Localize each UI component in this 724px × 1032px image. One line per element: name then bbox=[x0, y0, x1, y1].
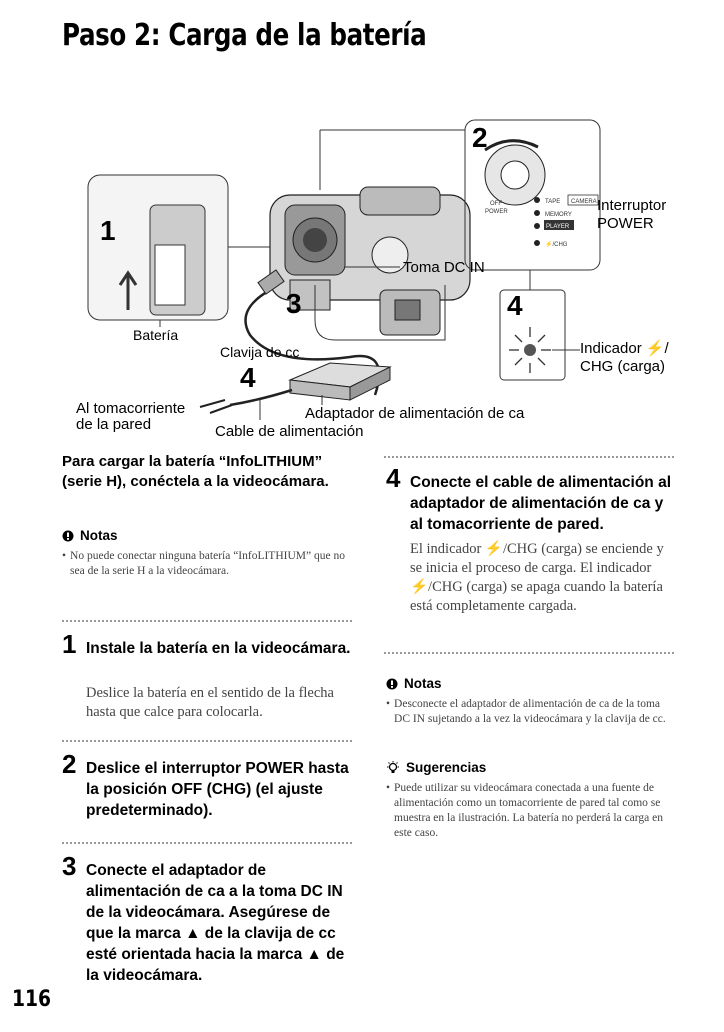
page-title: Paso 2: Carga de la batería bbox=[62, 18, 427, 53]
label-interruptor-line2: POWER bbox=[597, 215, 654, 232]
callout-2: 2 bbox=[472, 122, 488, 153]
notes-heading bbox=[62, 528, 352, 543]
left-notes bbox=[62, 528, 352, 579]
wall-plug-icon bbox=[200, 400, 232, 413]
notes-title: Notas bbox=[404, 676, 442, 691]
note-item: • Desconecte el adaptador de alimentación de ca de la toma DC IN sujetando a la vez la videocámara y la clavija de cc. bbox=[386, 697, 671, 727]
note-icon bbox=[62, 530, 74, 542]
right-notes bbox=[386, 676, 671, 727]
notes-title: Notas bbox=[80, 528, 118, 543]
step-4-number: 4 bbox=[386, 463, 401, 493]
switch-off-label: OFF bbox=[490, 201, 502, 207]
label-tomacorriente-line2: de la pared bbox=[76, 416, 152, 433]
tip-text: Puede utilizar su videocámara conectada a una fuente de alimentación como un tomacorriente de pared tal como se muestra en la ilustración. La batería no perderá la carga en este caso. bbox=[394, 782, 663, 839]
charging-illustration bbox=[60, 95, 670, 460]
switch-tape-label: TAPE bbox=[545, 199, 561, 205]
label-clavija-cc: Clavija de cc bbox=[220, 344, 300, 360]
step-3 bbox=[62, 851, 352, 986]
step-1-number: 1 bbox=[62, 629, 77, 659]
switch-chg-label: ⚡/CHG bbox=[545, 242, 568, 248]
note-text: Desconecte el adaptador de alimentación de ca de la toma DC IN sujetando a la vez la videocámara y la clavija de cc. bbox=[394, 698, 666, 725]
lightbulb-icon bbox=[386, 761, 400, 775]
step-4-title: Conecte el cable de alimentación al adaptador de alimentación de ca y al tomacorriente de pared. bbox=[410, 474, 672, 533]
step-2-title: Deslice el interruptor POWER hasta la posición OFF (CHG) (el ajuste predeterminado). bbox=[86, 760, 349, 819]
divider bbox=[62, 740, 352, 742]
tips-title: Sugerencias bbox=[406, 760, 487, 775]
label-tomacorriente-line1: Al tomacorriente bbox=[76, 400, 186, 417]
label-adaptador: Adaptador de alimentación de ca bbox=[305, 405, 525, 422]
divider bbox=[384, 652, 674, 654]
intro-heading: Para cargar la batería “InfoLITHIUM” (serie H), conéctela a la videocámara. bbox=[62, 453, 329, 490]
switch-power-label: POWER bbox=[485, 209, 508, 215]
switch-camera-label: CAMERA bbox=[571, 199, 597, 205]
step-4-body: El indicador ⚡/CHG (carga) se enciende y se inicia el proceso de carga. El indicador ⚡/CHG (carga) se apaga cuando la batería está completamente cargada. bbox=[410, 541, 664, 614]
right-tips bbox=[386, 760, 671, 841]
note-item: • No puede conectar ninguna batería “InfoLITHIUM” que no sea de la serie H a la videocámara. bbox=[62, 549, 352, 579]
label-bateria: Batería bbox=[133, 327, 179, 343]
step-3-number: 3 bbox=[62, 851, 77, 881]
divider bbox=[62, 620, 352, 622]
switch-memory-label: MEMORY bbox=[545, 212, 572, 218]
step-1 bbox=[62, 629, 352, 659]
step-1-title: Instale la batería en la videocámara. bbox=[86, 640, 351, 657]
battery-inset-panel bbox=[88, 175, 228, 320]
switch-player-label: PLAYER bbox=[546, 224, 570, 230]
page-number: 116 bbox=[12, 987, 52, 1012]
step-2 bbox=[62, 749, 352, 821]
indicator-panel bbox=[500, 270, 580, 380]
callout-1: 1 bbox=[100, 215, 116, 246]
note-icon bbox=[386, 678, 398, 690]
tips-heading bbox=[386, 760, 671, 775]
label-toma-dc-in: Toma DC IN bbox=[403, 259, 485, 276]
notes-heading bbox=[386, 676, 671, 691]
callout-4-adapter: 4 bbox=[240, 362, 256, 393]
label-indicador-line2: CHG (carga) bbox=[580, 358, 666, 375]
step-1-body: Deslice la batería en el sentido de la flecha hasta que calce para colocarla. bbox=[86, 685, 334, 720]
label-interruptor-line1: Interruptor bbox=[597, 197, 667, 214]
label-indicador-line1: Indicador ⚡/ bbox=[580, 340, 669, 357]
note-text: No puede conectar ninguna batería “InfoLITHIUM” que no sea de la serie H a la videocámara. bbox=[70, 550, 345, 577]
callout-3: 3 bbox=[286, 288, 302, 319]
divider bbox=[62, 842, 352, 844]
step-4 bbox=[386, 463, 676, 535]
label-cable: Cable de alimentación bbox=[215, 423, 364, 440]
step-2-number: 2 bbox=[62, 749, 77, 779]
step-3-title: Conecte el adaptador de alimentación de ca a la toma DC IN de la videocámara. Asegúrese de que la marca ▲ de la clavija de cc esté orientada hacia la marca ▲ de la videocámara. bbox=[86, 862, 345, 984]
callout-4-indicator: 4 bbox=[507, 290, 523, 321]
tip-item: • Puede utilizar su videocámara conectada a una fuente de alimentación como un tomacorriente de pared tal como se muestra en la ilustración. La batería no perderá la carga en este caso. bbox=[386, 781, 671, 841]
divider bbox=[384, 456, 674, 458]
